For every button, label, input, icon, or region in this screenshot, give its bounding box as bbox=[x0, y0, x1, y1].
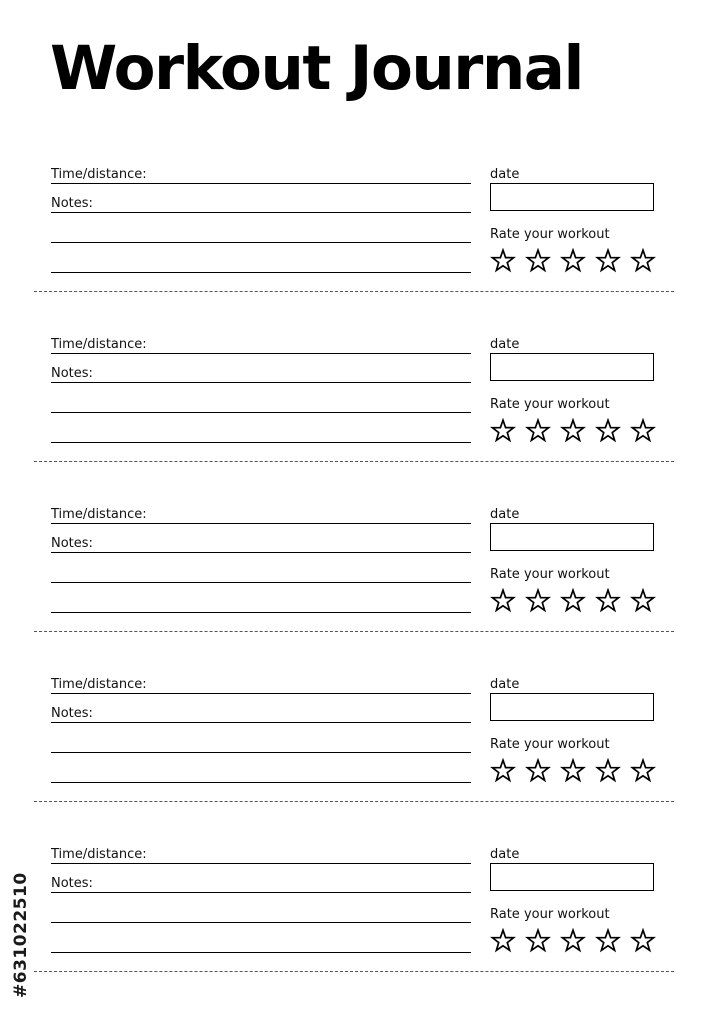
star-outline-icon[interactable] bbox=[595, 928, 621, 954]
journal-entry-5 bbox=[0, 848, 707, 1018]
star-outline-icon[interactable] bbox=[560, 928, 586, 954]
star-outline-icon[interactable] bbox=[490, 758, 516, 784]
star-outline-icon[interactable] bbox=[630, 418, 656, 444]
date-label: date bbox=[490, 847, 520, 862]
time-distance-line[interactable] bbox=[51, 863, 471, 864]
notes-label: Notes: bbox=[51, 366, 93, 381]
entry-divider bbox=[34, 291, 674, 292]
star-outline-icon[interactable] bbox=[595, 588, 621, 614]
notes-line-2[interactable] bbox=[51, 582, 471, 583]
stock-id-watermark bbox=[6, 768, 32, 998]
notes-line-2[interactable] bbox=[51, 412, 471, 413]
journal-entry-2 bbox=[0, 338, 707, 508]
date-field[interactable] bbox=[490, 183, 654, 211]
date-label: date bbox=[490, 337, 520, 352]
rate-workout-label: Rate your workout bbox=[490, 737, 610, 752]
star-outline-icon[interactable] bbox=[595, 418, 621, 444]
rate-workout-label: Rate your workout bbox=[490, 907, 610, 922]
time-distance-label: Time/distance: bbox=[51, 507, 147, 522]
notes-line-3[interactable] bbox=[51, 782, 471, 783]
star-rating[interactable] bbox=[490, 248, 660, 274]
star-outline-icon[interactable] bbox=[525, 928, 551, 954]
notes-line-1[interactable] bbox=[51, 382, 471, 383]
date-field[interactable] bbox=[490, 693, 654, 721]
date-field[interactable] bbox=[490, 523, 654, 551]
notes-label: Notes: bbox=[51, 536, 93, 551]
notes-line-1[interactable] bbox=[51, 212, 471, 213]
journal-entry-4 bbox=[0, 678, 707, 848]
notes-line-3[interactable] bbox=[51, 272, 471, 273]
time-distance-label: Time/distance: bbox=[51, 677, 147, 692]
star-outline-icon[interactable] bbox=[490, 418, 516, 444]
rate-workout-label: Rate your workout bbox=[490, 567, 610, 582]
time-distance-line[interactable] bbox=[51, 183, 471, 184]
star-outline-icon[interactable] bbox=[560, 758, 586, 784]
notes-line-1[interactable] bbox=[51, 722, 471, 723]
rate-workout-label: Rate your workout bbox=[490, 227, 610, 242]
entry-divider bbox=[34, 971, 674, 972]
date-label: date bbox=[490, 677, 520, 692]
time-distance-label: Time/distance: bbox=[51, 847, 147, 862]
star-outline-icon[interactable] bbox=[560, 588, 586, 614]
star-outline-icon[interactable] bbox=[630, 928, 656, 954]
notes-line-3[interactable] bbox=[51, 612, 471, 613]
entry-divider bbox=[34, 461, 674, 462]
star-outline-icon[interactable] bbox=[595, 248, 621, 274]
notes-line-2[interactable] bbox=[51, 242, 471, 243]
page-title: Workout Journal bbox=[50, 33, 583, 104]
notes-label: Notes: bbox=[51, 876, 93, 891]
journal-entry-3 bbox=[0, 508, 707, 678]
notes-line-1[interactable] bbox=[51, 892, 471, 893]
journal-entry-1 bbox=[0, 168, 707, 338]
star-outline-icon[interactable] bbox=[525, 588, 551, 614]
time-distance-line[interactable] bbox=[51, 353, 471, 354]
star-outline-icon[interactable] bbox=[630, 588, 656, 614]
star-outline-icon[interactable] bbox=[630, 248, 656, 274]
notes-line-2[interactable] bbox=[51, 752, 471, 753]
entry-divider bbox=[34, 801, 674, 802]
star-outline-icon[interactable] bbox=[525, 248, 551, 274]
star-outline-icon[interactable] bbox=[595, 758, 621, 784]
notes-line-3[interactable] bbox=[51, 952, 471, 953]
notes-label: Notes: bbox=[51, 196, 93, 211]
star-outline-icon[interactable] bbox=[560, 418, 586, 444]
star-outline-icon[interactable] bbox=[560, 248, 586, 274]
notes-line-1[interactable] bbox=[51, 552, 471, 553]
date-label: date bbox=[490, 507, 520, 522]
star-rating[interactable] bbox=[490, 418, 660, 444]
time-distance-line[interactable] bbox=[51, 693, 471, 694]
star-rating[interactable] bbox=[490, 928, 660, 954]
stock-id-text: #631022510 bbox=[11, 872, 31, 998]
notes-line-3[interactable] bbox=[51, 442, 471, 443]
star-rating[interactable] bbox=[490, 758, 660, 784]
time-distance-line[interactable] bbox=[51, 523, 471, 524]
time-distance-label: Time/distance: bbox=[51, 337, 147, 352]
star-outline-icon[interactable] bbox=[525, 418, 551, 444]
star-outline-icon[interactable] bbox=[525, 758, 551, 784]
star-outline-icon[interactable] bbox=[490, 928, 516, 954]
star-rating[interactable] bbox=[490, 588, 660, 614]
star-outline-icon[interactable] bbox=[630, 758, 656, 784]
notes-label: Notes: bbox=[51, 706, 93, 721]
rate-workout-label: Rate your workout bbox=[490, 397, 610, 412]
time-distance-label: Time/distance: bbox=[51, 167, 147, 182]
star-outline-icon[interactable] bbox=[490, 248, 516, 274]
entry-divider bbox=[34, 631, 674, 632]
date-label: date bbox=[490, 167, 520, 182]
date-field[interactable] bbox=[490, 353, 654, 381]
notes-line-2[interactable] bbox=[51, 922, 471, 923]
star-outline-icon[interactable] bbox=[490, 588, 516, 614]
date-field[interactable] bbox=[490, 863, 654, 891]
